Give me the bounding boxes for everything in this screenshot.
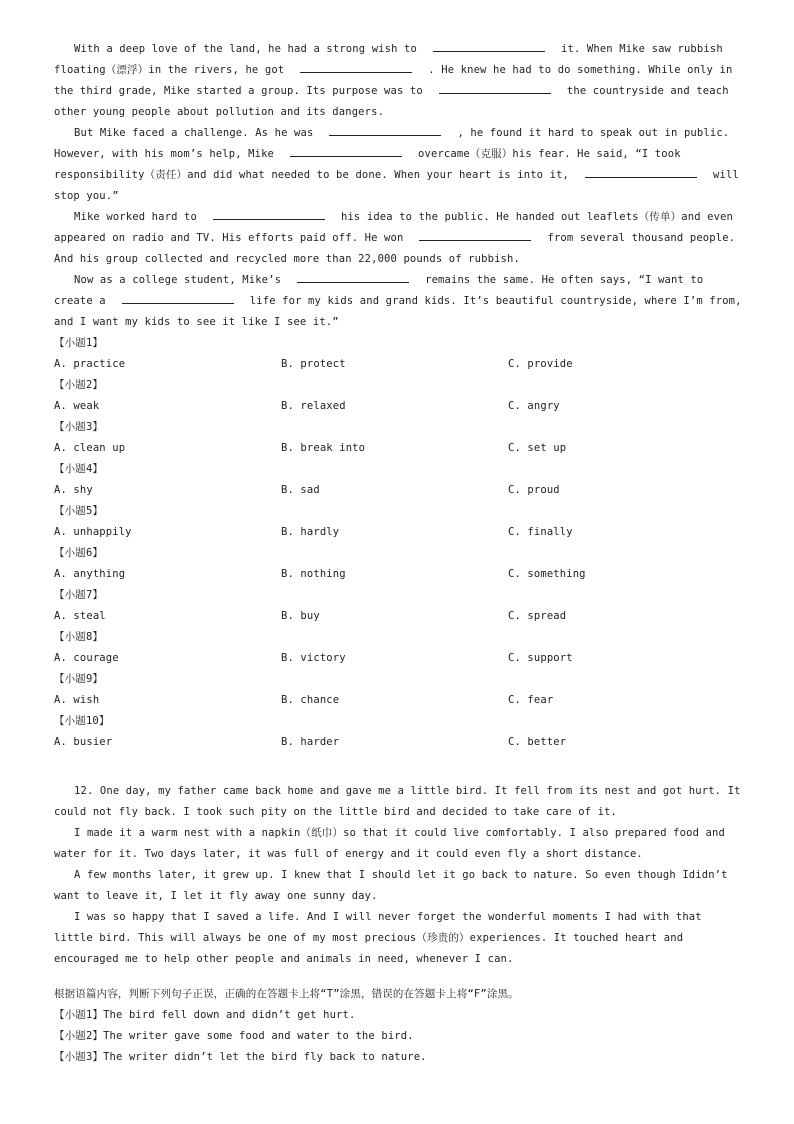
answer-blank-8 — [419, 229, 531, 241]
question-label: 【小题6】 — [54, 547, 104, 559]
passage1-paragraph-3 — [54, 207, 744, 270]
option-a: A. wish — [54, 694, 100, 706]
answer-blank-1 — [433, 40, 545, 52]
text-segment: But Mike faced a challenge. As he was — [74, 127, 314, 139]
option-b: B. buy — [281, 610, 320, 622]
option-b: B. hardly — [281, 526, 340, 538]
option-c: C. support — [508, 652, 573, 664]
question-item — [54, 669, 744, 711]
answer-blank-10 — [122, 292, 234, 304]
question-list — [54, 333, 744, 753]
passage2-paragraph-3: A few months later, it grew up. I knew that I should let it go back to nature. So even though Ididn’t want to leave it, I let it fly away one sunny day. — [54, 869, 728, 902]
option-a: A. practice — [54, 358, 126, 370]
answer-blank-9 — [297, 271, 409, 283]
option-b: B. victory — [281, 652, 346, 664]
text-segment: With a deep love of the land, he had a strong wish to — [74, 43, 417, 55]
text-segment: Now as a college student, Mike’s — [74, 274, 282, 286]
worksheet-page — [54, 39, 744, 1068]
option-a: A. busier — [54, 736, 113, 748]
answer-blank-4 — [329, 124, 441, 136]
option-c: C. angry — [508, 400, 560, 412]
text-segment: . He knew he had to do something. While only in the third grade, Mike started a group. Its purpose was to — [54, 64, 733, 97]
cloze-passage — [54, 39, 744, 333]
option-a: A. courage — [54, 652, 119, 664]
question-item — [54, 459, 744, 501]
text-segment: remains the same. He often says, “I want to create a — [54, 274, 704, 307]
question-item — [54, 627, 744, 669]
question-label: 【小题1】 — [54, 337, 104, 349]
option-b: B. nothing — [281, 568, 346, 580]
true-false-item: 【小题1】The bird fell down and didn’t get hurt. — [54, 1009, 356, 1021]
question-label: 【小题3】 — [54, 421, 104, 433]
passage1-paragraph-1 — [54, 39, 744, 123]
option-a: A. weak — [54, 400, 100, 412]
passage1-paragraph-4 — [54, 270, 744, 333]
question-label: 【小题7】 — [54, 589, 104, 601]
question-item — [54, 333, 744, 375]
section-spacer — [54, 970, 744, 984]
question-item — [54, 543, 744, 585]
option-a: A. shy — [54, 484, 93, 496]
question-label: 【小题2】 — [54, 379, 104, 391]
question-label: 【小题9】 — [54, 673, 104, 685]
passage2-paragraph-1: 12. One day, my father came back home and gave me a little bird. It fell from its nest and got hurt. It could not fly back. I took such pity on the little bird and decided to take care of it. — [54, 785, 741, 818]
text-segment: will stop you.” — [54, 169, 739, 202]
option-a: A. anything — [54, 568, 126, 580]
option-b: B. sad — [281, 484, 320, 496]
section-spacer — [54, 753, 744, 781]
question-item — [54, 375, 744, 417]
question-label: 【小题5】 — [54, 505, 104, 517]
text-segment: , he found it hard to speak out in public. However, with his mom’s help, Mike — [54, 127, 730, 160]
passage1-paragraph-2 — [54, 123, 744, 207]
option-b: B. break into — [281, 442, 366, 454]
text-segment: it. When Mike saw rubbish floating（漂浮）in the rivers, he got — [54, 43, 723, 76]
true-false-item: 【小题3】The writer didn’t let the bird fly back to nature. — [54, 1051, 427, 1063]
option-c: C. better — [508, 736, 567, 748]
option-a: A. unhappily — [54, 526, 132, 538]
option-b: B. protect — [281, 358, 346, 370]
question-label: 【小题8】 — [54, 631, 104, 643]
question-item — [54, 501, 744, 543]
answer-blank-6 — [585, 166, 697, 178]
question-label: 【小题10】 — [54, 715, 110, 727]
option-a: A. steal — [54, 610, 106, 622]
option-c: C. finally — [508, 526, 573, 538]
passage2-paragraph-2: I made it a warm nest with a napkin（纸巾）so that it could live comfortably. I also prepared food and water for it. Two days later, it was full of energy and it could even fly a short distance. — [54, 827, 725, 860]
text-segment: overcame（克服）his fear. He said, “I took responsibility（责任）and did what needed to be done. When your heart is into it, — [54, 148, 681, 181]
question-label: 【小题4】 — [54, 463, 104, 475]
text-segment: life for my kids and grand kids. It’s beautiful countryside, where I’m from, and I want my kids to see it like I see it.” — [54, 295, 742, 328]
option-b: B. relaxed — [281, 400, 346, 412]
option-c: C. fear — [508, 694, 554, 706]
passage2-paragraph-4: I was so happy that I saved a life. And I will never forget the wonderful moments I had with that little bird. This will always be one of my most precious（珍贵的）experiences. It touched heart and encouraged me to help other people and animals in need, whenever I can. — [54, 911, 702, 965]
text-segment: his idea to the public. He handed out leaflets（传单）and even appeared on radio and TV. His efforts paid off. He won — [54, 211, 734, 244]
answer-blank-2 — [300, 61, 412, 73]
question-item — [54, 417, 744, 459]
option-a: A. clean up — [54, 442, 126, 454]
question-item — [54, 585, 744, 627]
true-false-item: 【小题2】The writer gave some food and water to the bird. — [54, 1030, 414, 1042]
option-c: C. spread — [508, 610, 567, 622]
answer-blank-3 — [439, 82, 551, 94]
option-c: C. set up — [508, 442, 567, 454]
text-segment: the countryside and teach other young people about pollution and its dangers. — [54, 85, 729, 118]
option-c: C. provide — [508, 358, 573, 370]
question-item — [54, 711, 744, 753]
option-b: B. chance — [281, 694, 340, 706]
option-c: C. proud — [508, 484, 560, 496]
text-segment: Mike worked hard to — [74, 211, 197, 223]
reading-passage — [54, 781, 744, 970]
true-false-list — [54, 1005, 744, 1068]
answer-blank-5 — [290, 145, 402, 157]
option-b: B. harder — [281, 736, 340, 748]
true-false-instruction: 根据语篇内容，判断下列句子正误，正确的在答题卡上将“T”涂黑，错误的在答题卡上将“F”涂黑。 — [54, 988, 519, 1000]
option-c: C. something — [508, 568, 586, 580]
answer-blank-7 — [213, 208, 325, 220]
text-segment: from several thousand people. And his group collected and recycled more than 22,000 pounds of rubbish. — [54, 232, 736, 265]
